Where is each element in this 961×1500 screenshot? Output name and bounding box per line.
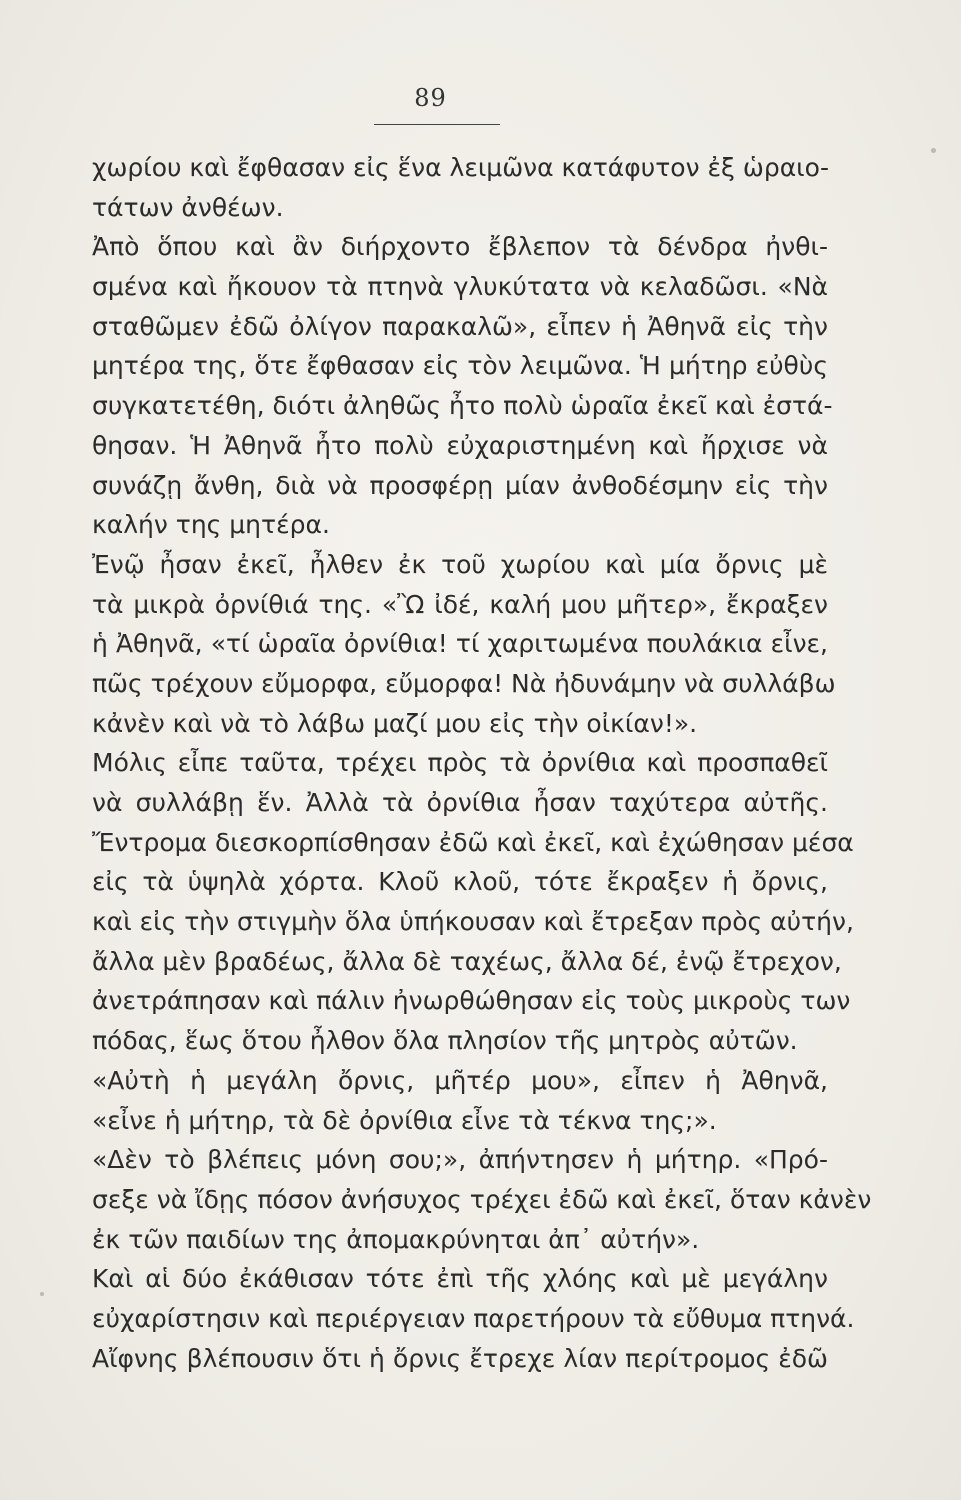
text-line: νὰ συλλάβῃ ἕν. Ἀλλὰ τὰ ὀρνίθια ἦσαν ταχύτερα αὐτῆς. bbox=[92, 788, 828, 817]
text-line: ἄλλα μὲν βραδέως, ἄλλα δὲ ταχέως, ἄλλα δέ, ἐνῷ ἔτρεχον, bbox=[92, 946, 842, 976]
text-line: συνάζῃ ἄνθη, διὰ νὰ προσφέρῃ μίαν ἀνθοδέσμην εἰς τὴν bbox=[92, 470, 828, 500]
text-line: καλήν της μητέρα. bbox=[92, 510, 330, 540]
text-line: ἐκ τῶν παιδίων της ἀπομακρύνηται ἀπ᾿ αὐτήν». bbox=[92, 1224, 700, 1254]
text-line: σεξε νὰ ἴδῃς πόσον ἀνήσυχος τρέχει ἐδῶ καὶ ἐκεῖ, ὅταν κἀνὲν bbox=[92, 1184, 872, 1214]
paper-speck bbox=[40, 1292, 44, 1296]
page-number-rule bbox=[374, 124, 500, 125]
text-line: τάτων ἀνθέων. bbox=[92, 192, 284, 222]
text-line: θησαν. Ἡ Ἀθηνᾶ ἦτο πολὺ εὐχαριστημένη καὶ ἤρχισε νὰ bbox=[92, 430, 828, 460]
text-line: Ἔντρομα διεσκορπίσθησαν ἐδῶ καὶ ἐκεῖ, καὶ ἐχώθησαν μέσα bbox=[92, 827, 854, 857]
text-line: Ἀπὸ ὅπου καὶ ἂν διήρχοντο ἔβλεπον τὰ δένδρα ἠνθι- bbox=[92, 232, 828, 262]
text-line: σμένα καὶ ἤκουον τὰ πτηνὰ γλυκύτατα νὰ κελαδῶσι. «Νὰ bbox=[92, 272, 828, 302]
text-line: κἀνὲν καὶ νὰ τὸ λάβω μαζί μου εἰς τὴν οἰκίαν!». bbox=[92, 708, 698, 738]
text-line: Αἴφνης βλέπουσιν ὅτι ἡ ὄρνις ἔτρεχε λίαν περίτρομος ἐδῶ bbox=[92, 1343, 828, 1373]
text-line: συγκατετέθη, διότι ἀληθῶς ἦτο πολὺ ὡραῖα ἐκεῖ καὶ ἐστά- bbox=[92, 391, 833, 421]
text-line: χωρίου καὶ ἔφθασαν εἰς ἕνα λειμῶνα κατάφυτον ἐξ ὡραιο- bbox=[92, 153, 829, 182]
text-line: μητέρα της, ὅτε ἔφθασαν εἰς τὸν λειμῶνα. Ἡ μήτηρ εὐθὺς bbox=[92, 351, 828, 381]
text-line: Καὶ αἱ δύο ἐκάθισαν τότε ἐπὶ τῆς χλόης καὶ μὲ μεγάλην bbox=[92, 1264, 828, 1294]
text-line: πῶς τρέχουν εὔμορφα, εὔμορφα! Νὰ ἠδυνάμην νὰ συλλάβω bbox=[92, 668, 836, 698]
text-line: σταθῶμεν ἐδῶ ὀλίγον παρακαλῶ», εἶπεν ἡ Ἀθηνᾶ εἰς τὴν bbox=[92, 311, 828, 341]
text-line: Ἐνῷ ἦσαν ἐκεῖ, ἦλθεν ἐκ τοῦ χωρίου καὶ μία ὄρνις μὲ bbox=[92, 549, 828, 579]
text-line: «Αὐτὴ ἡ μεγάλη ὄρνις, μῆτέρ μου», εἶπεν ἡ Ἀθηνᾶ, bbox=[92, 1065, 828, 1095]
text-line: εἰς τὰ ὑψηλὰ χόρτα. Κλοῦ κλοῦ, τότε ἔκραξεν ἡ ὄρνις, bbox=[92, 867, 828, 897]
text-line: πόδας, ἕως ὅτου ἦλθον ὅλα πλησίον τῆς μητρὸς αὐτῶν. bbox=[92, 1026, 798, 1056]
text-line: τὰ μικρὰ ὀρνίθιά της. «Ὢ ἰδέ, καλή μου μῆτερ», ἔκραξεν bbox=[92, 589, 828, 619]
text-line: εὐχαρίστησιν καὶ περιέργειαν παρετήρουν τὰ εὔθυμα πτηνά. bbox=[92, 1303, 855, 1333]
text-line: Μόλις εἶπε ταῦτα, τρέχει πρὸς τὰ ὀρνίθια καὶ προσπαθεῖ bbox=[92, 748, 828, 778]
text-line: καὶ εἰς τὴν στιγμὴν ὅλα ὑπήκουσαν καὶ ἔτρεξαν πρὸς αὐτήν, bbox=[92, 907, 854, 937]
paper-speck bbox=[931, 148, 936, 153]
text-line: ἡ Ἀθηνᾶ, «τί ὡραῖα ὀρνίθια! τί χαριτωμένα πουλάκια εἶνε, bbox=[92, 629, 828, 659]
text-line: ἀνετράπησαν καὶ πάλιν ἠνωρθώθησαν εἰς τοὺς μικροὺς των bbox=[92, 986, 851, 1016]
page-number: 89 bbox=[414, 84, 447, 112]
text-line: «εἶνε ἡ μήτηρ, τὰ δὲ ὀρνίθια εἶνε τὰ τέκνα της;». bbox=[92, 1105, 717, 1135]
text-line: «Δὲν τὸ βλέπεις μόνη σου;», ἀπήντησεν ἡ μήτηρ. «Πρό- bbox=[92, 1145, 828, 1175]
body-text bbox=[92, 148, 872, 1378]
